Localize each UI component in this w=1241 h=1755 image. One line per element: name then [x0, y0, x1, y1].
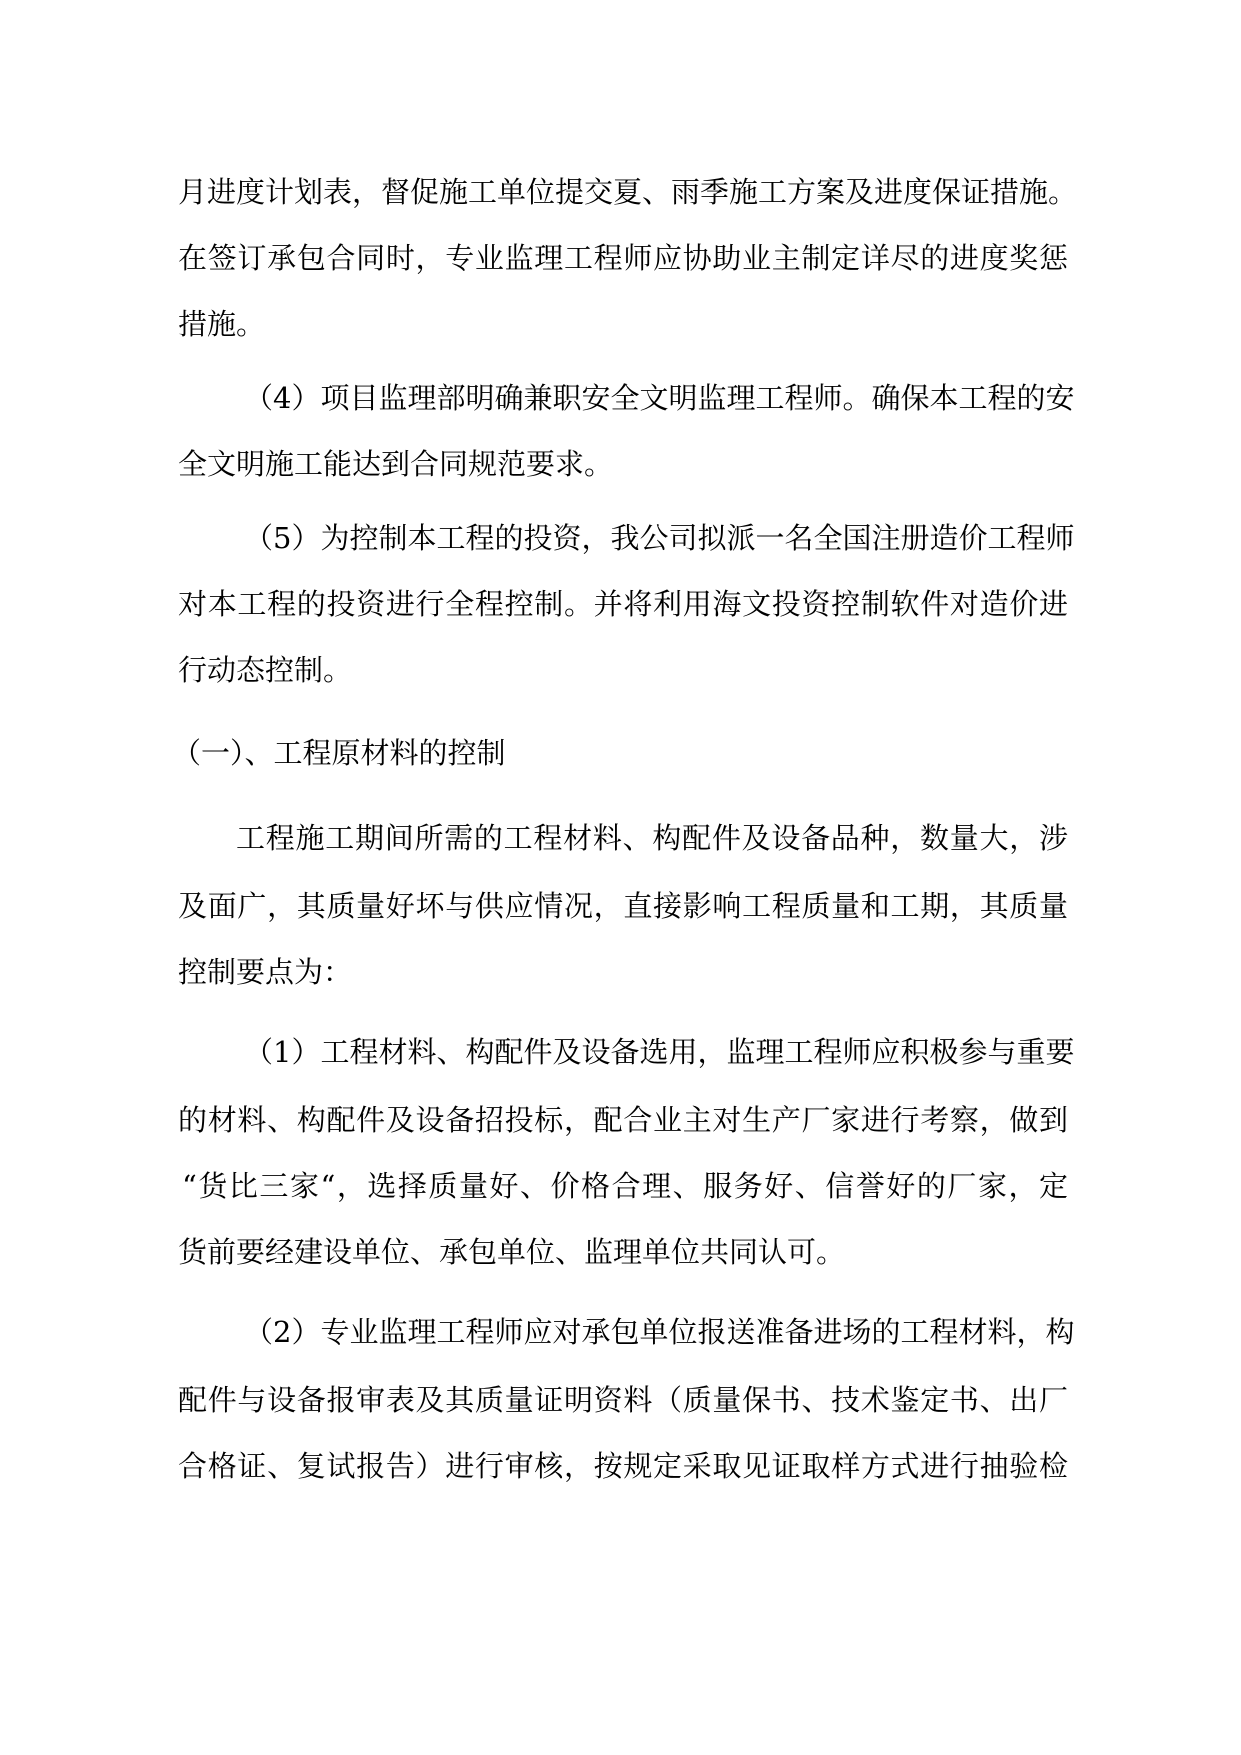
paragraph-line: 全文明施工能达到合同规范要求。: [178, 447, 614, 481]
paragraph-line: （4）项目监理部明确兼职安全文明监理工程师。确保本工程的安: [244, 381, 1075, 415]
paragraph-line: 对本工程的投资进行全程控制。并将利用海文投资控制软件对造价进: [178, 587, 1068, 621]
paragraph-line: 控制要点为：: [178, 955, 353, 989]
paragraph-line: 及面广，其质量好坏与供应情况，直接影响工程质量和工期，其质量: [178, 889, 1068, 923]
paragraph-line: （5）为控制本工程的投资，我公司拟派一名全国注册造价工程师: [244, 521, 1075, 555]
paragraph-line: 的材料、构配件及设备招投标，配合业主对生产厂家进行考察，做到: [178, 1103, 1068, 1137]
paragraph-line: 措施。: [178, 307, 266, 341]
paragraph-line: 合格证、复试报告）进行审核，按规定采取见证取样方式进行抽验检: [178, 1449, 1068, 1483]
paragraph-line: 在签订承包合同时，专业监理工程师应协助业主制定详尽的进度奖惩: [178, 241, 1068, 275]
paragraph-line: （1）工程材料、构配件及设备选用，监理工程师应积极参与重要: [244, 1035, 1075, 1069]
section-heading: （一）、工程原材料的控制: [172, 736, 506, 770]
paragraph-line: “货比三家“，选择质量好、价格合理、服务好、信誉好的厂家，定: [182, 1169, 1068, 1203]
paragraph-line: 工程施工期间所需的工程材料、构配件及设备品种，数量大，涉: [236, 821, 1068, 855]
paragraph-line: 配件与设备报审表及其质量证明资料（质量保书、技术鉴定书、出厂: [178, 1383, 1068, 1417]
paragraph-line: （2）专业监理工程师应对承包单位报送准备进场的工程材料，构: [244, 1315, 1075, 1349]
paragraph-line: 月进度计划表，督促施工单位提交夏、雨季施工方案及进度保证措施。: [178, 175, 1078, 209]
paragraph-line: 行动态控制。: [178, 653, 353, 687]
paragraph-line: 货前要经建设单位、承包单位、监理单位共同认可。: [178, 1235, 846, 1269]
